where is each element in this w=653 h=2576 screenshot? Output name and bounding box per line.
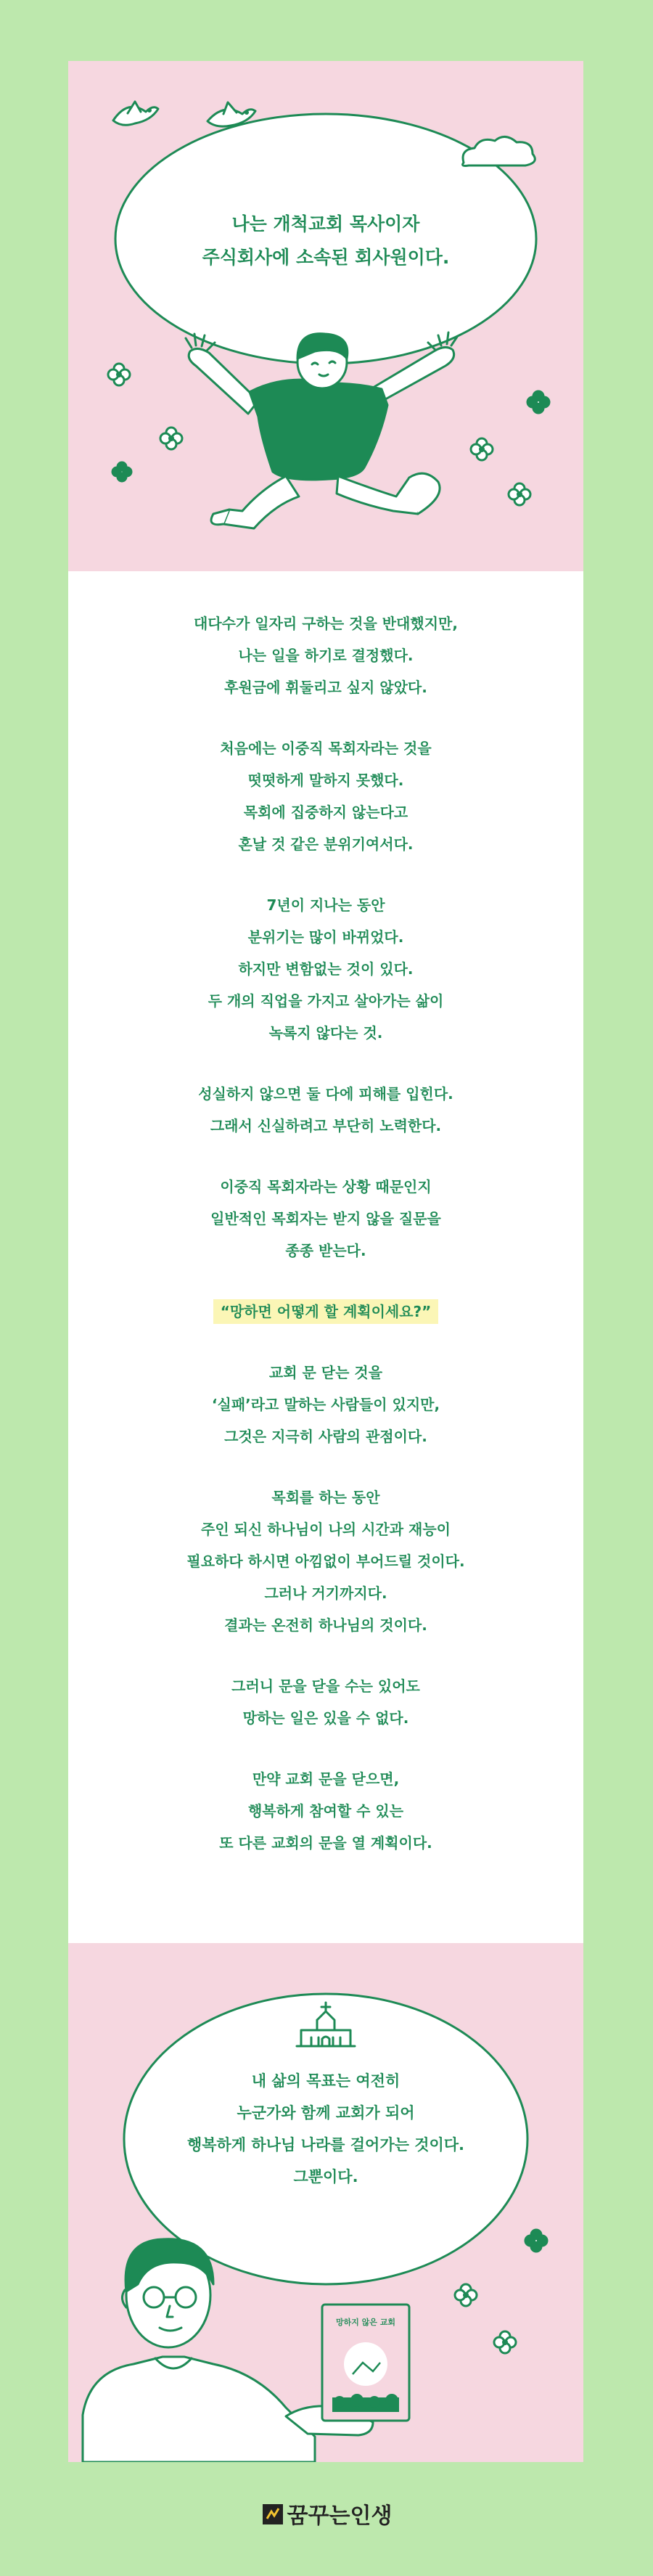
author-with-book-illustration (68, 1943, 583, 2462)
text-line: 나는 일을 하기로 결정했다. (238, 647, 414, 664)
text-line: 내 삶의 목표는 여전히 (251, 2072, 401, 2090)
flower-icon (471, 438, 493, 460)
text-line: 대다수가 일자리 구하는 것을 반대했지만, (194, 615, 458, 632)
text-line: 망하는 일은 있을 수 없다. (242, 1709, 409, 1727)
flower-icon (160, 428, 182, 449)
flower-icon (455, 2284, 477, 2306)
text-line: 떳떳하게 말하지 못했다. (247, 772, 404, 789)
text-line: 이중직 목회자라는 상황 때문인지 (220, 1178, 432, 1195)
text-line: 성실하지 않으면 둘 다에 피해를 입힌다. (198, 1085, 453, 1103)
flower-icon (525, 2230, 547, 2252)
text-line: 주인 되신 하나님이 나의 시간과 재능이 (201, 1521, 451, 1538)
quote-block (68, 1296, 583, 1328)
text-line: 그러니 문을 닫을 수는 있어도 (231, 1677, 420, 1695)
paragraph (68, 1763, 583, 1859)
headline-line: 나는 개척교회 목사이자 (231, 213, 420, 234)
author-illustration-panel (68, 1943, 583, 2462)
story-text-panel (68, 571, 583, 1943)
text-line: 결과는 온전히 하나님의 것이다. (224, 1616, 427, 1634)
text-line: 종종 받는다. (285, 1242, 366, 1259)
text-line: 하지만 변함없는 것이 있다. (238, 960, 414, 978)
story-body (68, 608, 583, 1859)
text-line: 행복하게 참여할 수 있는 (247, 1802, 404, 1820)
text-line: 두 개의 직업을 가지고 살아가는 삶이 (208, 992, 444, 1010)
bird-icon (113, 102, 158, 125)
jumping-man-illustration (68, 61, 583, 571)
publisher-logo (0, 2498, 653, 2530)
text-line: 목회를 하는 동안 (271, 1489, 380, 1506)
flower-icon (108, 364, 130, 385)
paragraph (68, 1078, 583, 1142)
text-line: 그래서 신실하려고 부단히 노력한다. (210, 1117, 442, 1134)
text-line: 일반적인 목회자는 받지 않을 질문을 (210, 1210, 441, 1227)
text-line: 또 다른 교회의 문을 열 계획이다. (219, 1834, 432, 1852)
flower-icon (509, 483, 530, 505)
paragraph (68, 1670, 583, 1734)
paragraph (68, 1171, 583, 1267)
cloud-icon (463, 136, 535, 165)
headline-line: 주식회사에 소속된 회사원이다. (202, 247, 450, 268)
book-title: 망하지 않은 교회 (335, 2318, 396, 2327)
text-line: 교회 문 닫는 것을 (268, 1364, 383, 1381)
paragraph (68, 1357, 583, 1452)
text-line: 분위기는 많이 바뀌었다. (247, 928, 404, 946)
text-line: 그뿐이다. (293, 2168, 358, 2185)
top-illustration-panel (68, 61, 583, 571)
text-line: 행복하게 하나님 나라를 걸어가는 것이다. (186, 2136, 465, 2154)
flower-icon (527, 391, 549, 413)
paragraph (68, 1481, 583, 1641)
publisher-name: 꿈꾸는인생 (287, 2503, 393, 2529)
text-line: 후원금에 휘둘리고 싶지 않았다. (224, 679, 427, 696)
text-line: 녹록지 않다는 것. (268, 1024, 383, 1042)
highlighted-quote: “망하면 어떻게 할 계획이세요?” (213, 1299, 439, 1324)
headline (68, 208, 583, 274)
book-cover (322, 2305, 409, 2421)
text-line: ‘실패’라고 말하는 사람들이 있지만, (211, 1396, 440, 1413)
publisher-logo-icon (261, 2503, 284, 2526)
text-line: 그러나 거기까지다. (264, 1585, 387, 1602)
text-line: 만약 교회 문을 닫으면, (252, 1770, 400, 1788)
text-line: 혼날 것 같은 분위기여서다. (238, 835, 414, 853)
paragraph (68, 732, 583, 860)
text-line: 필요하다 하시면 아낌없이 부어드릴 것이다. (186, 1553, 465, 1570)
paragraph (68, 608, 583, 703)
text-line: 그것은 지극히 사람의 관점이다. (224, 1428, 427, 1445)
closing-statement (68, 2065, 583, 2193)
flower-icon (112, 462, 131, 481)
flower-icon (494, 2331, 516, 2353)
text-line: 처음에는 이중직 목회자라는 것을 (220, 740, 432, 757)
text-line: 목회에 집중하지 않는다고 (243, 804, 408, 821)
text-line: 누군가와 함께 교회가 되어 (237, 2104, 415, 2122)
text-line: 7년이 지나는 동안 (266, 896, 385, 914)
paragraph (68, 889, 583, 1049)
